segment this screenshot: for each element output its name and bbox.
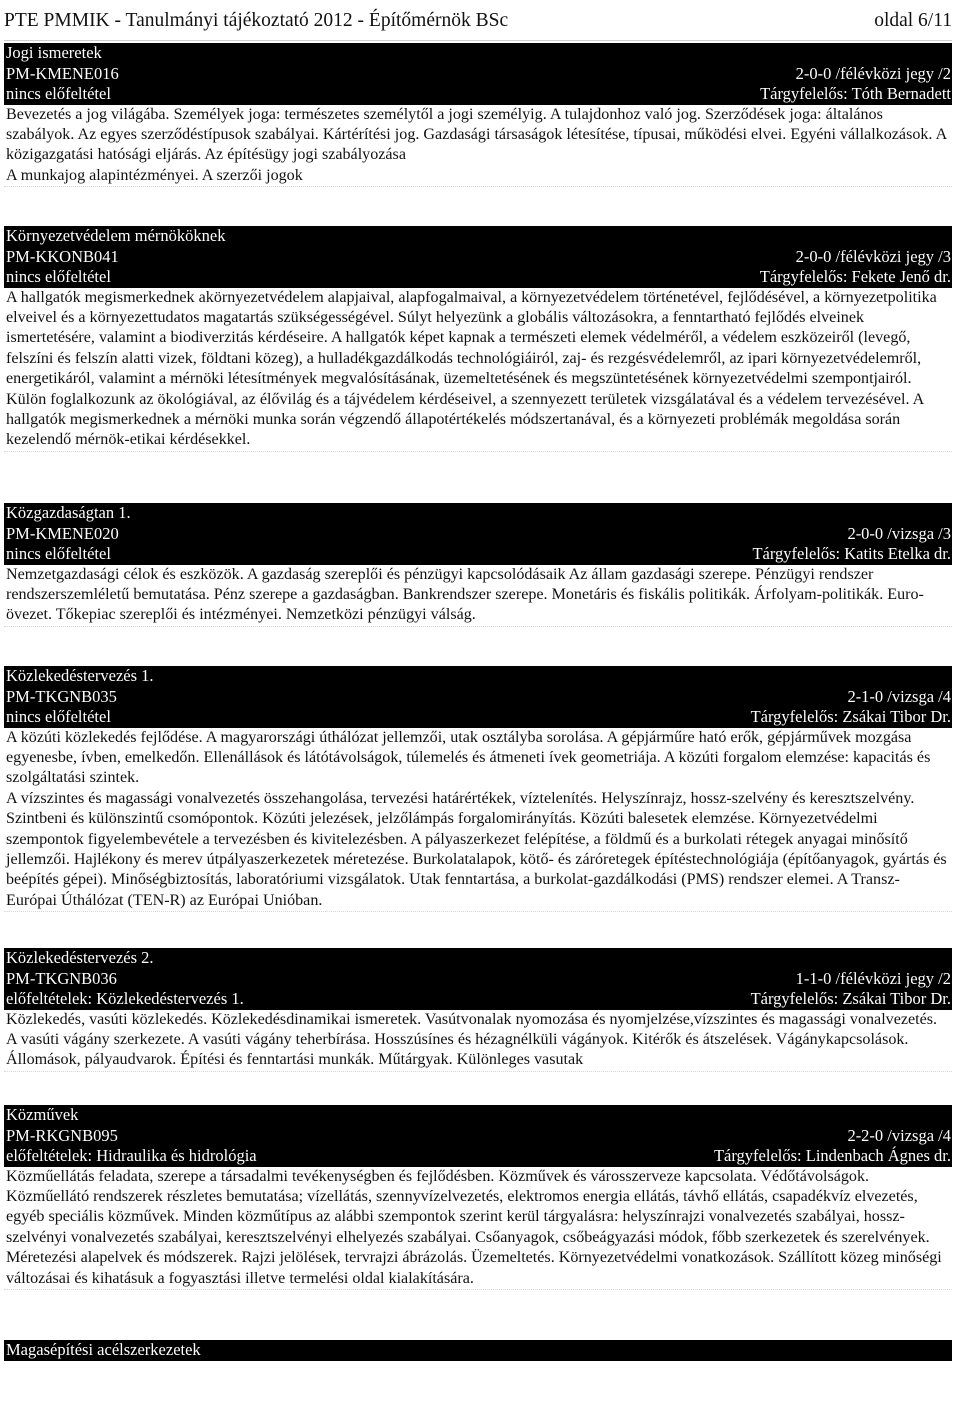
- course-name: Közlekedéstervezés 1.: [6, 666, 154, 685]
- course-prerequisite: előfeltételek: Közlekedéstervezés 1.: [6, 989, 244, 1008]
- course-lecturer: Tárgyfelelős: Tóth Bernadett: [760, 84, 951, 103]
- course-lecturer: Tárgyfelelős: Zsákai Tibor Dr.: [750, 989, 951, 1008]
- course-description: A hallgatók megismerkednek akörnyezetvédelem alapjaival, alapfogalmaival, a környezetvédelem történetével, fejlődésével, a környezetpolitika elveivel és a környezettudatos magatartás szükségességével. Súlyt helyezünk a globális változásokra, a fenntartható fejlődés elveinek ismertetésére, valamint a biodiverzitás kérdéseire. A hallgatók képet kapnak a természeti elemek védelméről, a védelem eszközeiről (levegő, felszíni és felszín alatti vizek, földtani közeg), a hulladékgazdálkodás technológiáiról, zaj- és rezgésvédelemről, az ipari környezetvédelemről, energetikáról, valamint a mérnöki létesítmények megvalósításának, üzemeltetésének és megszüntetésének környezetvédelmi szempontjairól. Külön foglalkozunk az ökológiával, az élővilág és a tájvédelem kérdéseivel, a szennyezett területek vizsgálatával és a védelem tervezésével. A hallgatók megismerkednek a mérnöki munka során végzendő állapotértékelés módszertanával, és a környezeti problémák megoldása során kezelendő mérnök-etikai kérdésekkel.: [4, 288, 952, 452]
- course-name: Magasépítési acélszerkezetek: [6, 1340, 201, 1359]
- course-name: Jogi ismeretek: [6, 43, 102, 62]
- course-kozlekedestervezes-2: [4, 948, 952, 1072]
- course-code: PM-KKONB041: [6, 246, 119, 266]
- course-description: A közúti közlekedés fejlődése. A magyarországi úthálózat jellemzői, utak osztályba sorolása. A gépjárműre ható erők, gépjárművek mozgása egyenesbe, ívben, emelkedőn. Ellenállások és látótávolságok, túlemelés és átmeneti ívek geometriája. A közúti forgalom elemzése: kapacitás és szolgáltatási szintek. A vízszintes és magassági vonalvezetés összehangolása, tervezési határértékek, víztelenítés. Helyszínrajz, hossz-szelvény és keresztszelvény. Szintbeni és különszintű csomópontok. Közúti jelezések, jelzőlámpás forgalomirányítás. Közúti balesetek elemzése. Környezetvédelmi szempontok figyelembevétele a tervezésben és kivitelezésben. A pályaszerkezet felépítése, a földmű és a burkolati rétegek anyagai minősítő jellemzői. Hajlékony és merev útpályaszerkezetek méretezése. Burkolatalapok, kötő- és záróretegek építéstechnológiája (építőanyagok, gyártás és beépítés gépei). Minőségbiztosítás, laboratóriumi vizsgálatok. Utak fenntartása, a burkolat-gazdálkodási (PMS) rendszer elemei. A Transz-Európai Úthálózat (TEN-R) az Európai Unióban.: [4, 728, 952, 913]
- course-prerequisite: nincs előfeltétel: [6, 84, 111, 103]
- course-description: Nemzetgazdasági célok és eszközök. A gazdaság szereplői és pénzügyi kapcsolódásaik Az állam gazdasági szerepe. Pénzügyi rendszer rendszerszemléletű bemutatása. Pénz szerepe a gazdaságban. Bankrendszer szerepe. Monetáris és fiskális politikák. Árfolyam-politikák. Euro-övezet. Tőkepiac szereplői és intézményei. Nemzetközi pénzügyi válság.: [4, 565, 952, 627]
- course-code: PM-TKGNB036: [6, 968, 117, 988]
- course-header: [4, 43, 952, 105]
- course-kozgazdasagtan-1: [4, 503, 952, 627]
- document-page: [4, 0, 952, 1359]
- page-header: [4, 0, 952, 41]
- course-prerequisite: előfeltételek: Hidraulika és hidrológia: [6, 1146, 257, 1165]
- course-code: PM-KMENE016: [6, 63, 119, 83]
- course-credits: 2-1-0 /vizsga /4: [847, 686, 951, 706]
- course-name: Közművek: [6, 1105, 79, 1124]
- course-credits: 2-0-0 /vizsga /3: [847, 523, 951, 543]
- course-jogi-ismeretek: [4, 43, 952, 187]
- course-lecturer: Tárgyfelelős: Zsákai Tibor Dr.: [750, 707, 951, 726]
- course-lecturer: Tárgyfelelős: Fekete Jenő dr.: [759, 267, 951, 286]
- course-kozmuvek: [4, 1105, 952, 1290]
- course-magasepitesi-acelszerkezetek: [4, 1340, 952, 1361]
- course-header: [4, 503, 952, 565]
- course-code: PM-RKGNB095: [6, 1125, 118, 1145]
- course-name: Közgazdaságtan 1.: [6, 503, 131, 522]
- course-lecturer: Tárgyfelelős: Katits Etelka dr.: [752, 544, 951, 563]
- course-header: [4, 666, 952, 728]
- course-credits: 2-0-0 /félévközi jegy /3: [795, 246, 951, 266]
- course-header: [4, 226, 952, 288]
- course-prerequisite: nincs előfeltétel: [6, 267, 111, 286]
- course-credits: 2-2-0 /vizsga /4: [847, 1125, 951, 1145]
- course-kozlekedestervezes-1: [4, 666, 952, 912]
- course-prerequisite: nincs előfeltétel: [6, 544, 111, 563]
- course-description: Bevezetés a jog világába. Személyek joga: természetes személytől a jogi személyig. A tulajdonhoz való jog. Szerződések joga: általános szabályok. Az egyes szerződéstípusok szabályai. Kártérítési jog. Gazdasági társaságok létesítése, típusai, működési elvei. Egyéni vállalkozások. A közigazgatási hatósági eljárás. Az építésügy jogi szabályozása A munkajog alapintézményei. A szerzői jogok: [4, 105, 952, 188]
- course-code: PM-TKGNB035: [6, 686, 117, 706]
- course-name: Közlekedéstervezés 2.: [6, 948, 154, 967]
- course-kornyezetvedelem: [4, 226, 952, 452]
- course-header: [4, 948, 952, 1010]
- course-credits: 1-1-0 /félévközi jegy /2: [795, 968, 951, 988]
- course-header: [4, 1105, 952, 1167]
- document-title: PTE PMMIK - Tanulmányi tájékoztató 2012 - Építőmérnök BSc: [4, 10, 509, 31]
- course-credits: 2-0-0 /félévközi jegy /2: [795, 63, 951, 83]
- page-number: oldal 6/11: [874, 10, 952, 31]
- course-header: [4, 1340, 952, 1361]
- course-lecturer: Tárgyfelelős: Lindenbach Ágnes dr.: [713, 1146, 951, 1165]
- course-prerequisite: nincs előfeltétel: [6, 707, 111, 726]
- course-description: Közlekedés, vasúti közlekedés. Közlekedésdinamikai ismeretek. Vasútvonalak nyomozása és nyomjelzése,vízszintes és magassági vonalvezetés. A vasúti vágány szerkezete. A vasúti vágány teherbírása. Hosszúsínes és hézagnélküli vágányok. Kitérők és átszelések. Vágánykapcsolások. Állomások, pályaudvarok. Építési és fenntartási munkák. Műtárgyak. Különleges vasutak: [4, 1010, 952, 1072]
- course-description: Közműellátás feladata, szerepe a társadalmi tevékenységben és fejlődésben. Közművek és városszerveze kapcsolata. Védőtávolságok. Közműellátó rendszerek részletes bemutatása; vízellátás, szennyvízelvezetés, elektromos energia ellátás, távhő ellátás, csapadékvíz elvezetés, egyéb speciális közművek. Minden közműtípus az alábbi szempontok szerint kerül tárgyalásra: helyszínrajzi vonalvezetés szabályai, hossz-szelvényi vonalvezetés szabályai, keresztszelvényi elhelyezés szabályai. Csőanyagok, csőbeágyazási módok, főbb szerkezetek és szerelvények. Méretezési alapelvek és módszerek. Rajzi jelölések, tervrajzi ábrázolás. Üzemeltetés. Környezetvédelmi vonatkozások. Szállított közeg minőségi változásai és kihatásuk a fogyasztási illetve termelési oldal kialakítására.: [4, 1167, 952, 1290]
- course-code: PM-KMENE020: [6, 523, 119, 543]
- course-name: Környezetvédelem mérnököknek: [6, 226, 226, 245]
